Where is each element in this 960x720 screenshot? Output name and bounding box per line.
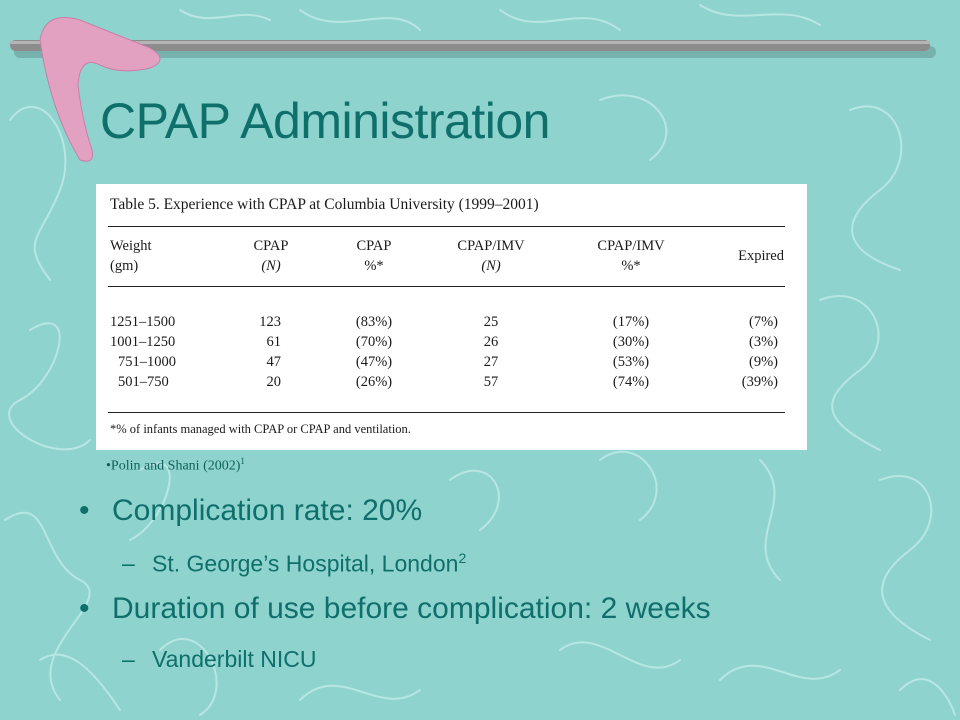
table-cell: 501–750 <box>118 374 169 390</box>
table-caption: Table 5. Experience with CPAP at Columbia University (1999–2001) <box>110 196 539 213</box>
table-cell: 57 <box>483 374 499 390</box>
header-weight: Weight (gm) <box>110 238 152 274</box>
table-bottom-rule <box>108 412 785 413</box>
bullet-duration: • Duration of use before complication: 2 weeks <box>79 592 711 625</box>
header-cpap-n: CPAP (N) <box>253 238 289 274</box>
table-cell: 20 <box>266 374 281 390</box>
header-expired: Expired <box>738 248 784 264</box>
header-cpap-pct: CPAP %* <box>356 238 392 274</box>
table-cell: 27 <box>483 354 499 370</box>
table-cell: 1251–1500 <box>110 314 176 330</box>
table-cell: (83%) <box>355 314 393 330</box>
table-cell: (53%) <box>612 354 650 370</box>
table-cell: 61 <box>266 334 281 350</box>
slide-title: CPAP Administration <box>100 93 550 149</box>
table-cell: (70%) <box>355 334 393 350</box>
table-cell: 123 <box>259 314 281 330</box>
bullet-complication-rate: • Complication rate: 20% <box>79 494 423 527</box>
table-cell: (30%) <box>612 334 650 350</box>
table-cell: 47 <box>266 354 281 370</box>
table-footnote: *% of infants managed with CPAP or CPAP and ventilation. <box>110 422 411 436</box>
header-cpapimv-n: CPAP/IMV (N) <box>457 238 525 274</box>
table-cell: 751–1000 <box>118 354 176 370</box>
table-cell: (47%) <box>355 354 393 370</box>
table-cell: (7%) <box>749 314 778 330</box>
table-cell: (26%) <box>355 374 393 390</box>
table-cell: (9%) <box>749 354 778 370</box>
table-cell: 1001–1250 <box>110 334 176 350</box>
citation: •Polin and Shani $(2002)^1$ <box>106 456 245 474</box>
sub-bullet-vanderbilt: – Vanderbilt NICU <box>122 646 317 672</box>
table-cell: (39%) <box>741 374 778 390</box>
header-cpapimv-pct: CPAP/IMV %* <box>597 238 665 274</box>
table-top-rule <box>108 226 785 227</box>
table-image <box>96 184 807 450</box>
table-header-rule <box>108 286 785 287</box>
table-cell: 25 <box>483 314 499 330</box>
title-bar-highlight <box>10 41 930 44</box>
sub-bullet-st-georges: – St. George’s Hospital, London$^2$ <box>122 550 467 577</box>
table-cell: (74%) <box>612 374 650 390</box>
table-cell: (17%) <box>612 314 650 330</box>
table-cell: 26 <box>483 334 499 350</box>
table-cell: (3%) <box>749 334 778 350</box>
